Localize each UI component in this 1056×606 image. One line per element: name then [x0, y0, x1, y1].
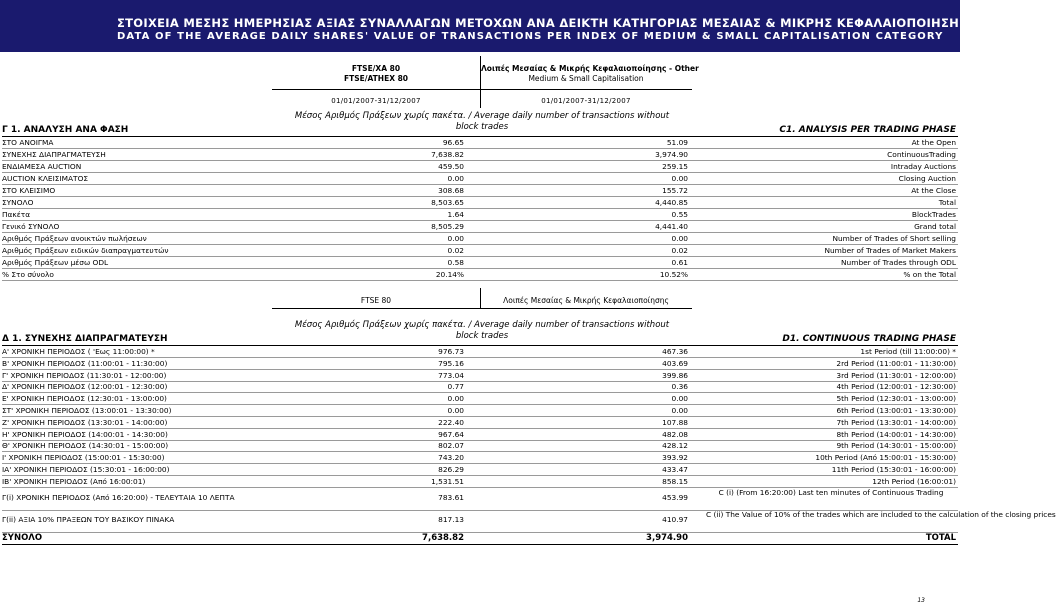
period2-label: 01/01/2007-31/12/2007	[541, 97, 631, 105]
row-label-greek: Δ' ΧΡΟΝΙΚΗ ΠΕΡΙΟΔΟΣ (12:00:01 - 12:30:00)	[2, 382, 168, 392]
row-label-english: At the Close	[911, 186, 956, 195]
row-label-greek: Αριθμός Πράξεων ανοικτών πωλήσεων	[2, 234, 147, 243]
row-label-english: Number of Trades of Market Makers	[824, 246, 956, 255]
row-label-english: 5th Period (12:30:01 - 13:00:00)	[836, 394, 956, 404]
row-label-greek: ΙΒ' ΧΡΟΝΙΚΗ ΠΕΡΙΟΔΟΣ (Από 16:00:01)	[2, 476, 146, 486]
row-value-other: 399.86	[662, 370, 688, 380]
table-row	[2, 221, 958, 233]
row-value-ftse80: 0.00	[447, 394, 464, 404]
table-row	[2, 370, 958, 382]
row-label-english: Intraday Auctions	[890, 162, 956, 171]
row-value-other: 107.88	[662, 417, 688, 427]
table-row	[2, 173, 958, 185]
section2-note	[272, 320, 692, 342]
row-label-greek: Γ(i) ΧΡΟΝΙΚΗ ΠΕΡΙΟΔΟΣ (Από 16:20:00) - ΤΕΛΕΥΤΑΙΑ 10 ΛΕΠΤΑ	[2, 493, 235, 502]
row-label-greek: Β' ΧΡΟΝΙΚΗ ΠΕΡΙΟΔΟΣ (11:00:01 - 11:30:00)	[2, 358, 168, 368]
row-value-other: 393.92	[662, 453, 688, 463]
row-label-greek: Γ(ii) ΑΞΙΑ 10% ΠΡΑΞΕΩΝ ΤΟΥ ΒΑΣΙΚΟΥ ΠΙΝΑΚΑ	[2, 515, 175, 524]
row-value-other: 155.72	[662, 186, 688, 195]
row-label-english: 7th Period (13:30:01 - 14:00:00)	[836, 417, 956, 427]
row-value-other: 4,441.40	[655, 222, 688, 231]
row-label-english: At the Open	[911, 138, 956, 147]
row-label-english: Closing Auction	[898, 174, 956, 183]
note-line1: Μέσος Αριθμός Πράξεων χωρίς πακέτα. / Average daily number of transactions without	[294, 320, 670, 330]
row-label-english: C (i) (From 16:20:00) Last ten minutes of Continuous Trading	[718, 488, 944, 497]
row-label-greek: % Στο σύνολο	[2, 270, 54, 279]
table-row	[2, 209, 958, 221]
row-label-english: C (ii) The Value of 10% of the trades which are included to the calculation of the closing prices	[706, 510, 1056, 519]
row-value-other: 0.55	[671, 210, 688, 219]
row-label-greek: ΣΤΟ ΑΝΟΙΓΜΑ	[2, 138, 54, 147]
row-label-greek: Πακέτα	[2, 210, 31, 219]
row-value-other: 10.52%	[659, 270, 688, 279]
page-number: 13	[917, 597, 925, 604]
row-label-english: Total	[938, 198, 956, 207]
row-value-other: 0.00	[671, 394, 688, 404]
note-line1: Μέσος Αριθμός Πράξεων χωρίς πακέτα. / Average daily number of transactions without	[294, 111, 670, 121]
row-value-ftse80: 96.65	[442, 138, 464, 147]
col2-short-header: Λοιπές Μεσαίας & Μικρής Κεφαλαιοποίησης	[503, 296, 669, 305]
row-value-ftse80: 783.61	[438, 493, 464, 502]
row-value-other: 0.36	[671, 382, 688, 392]
table-row	[2, 464, 958, 476]
row-label-english: Number of Trades of Short selling	[832, 234, 956, 243]
row-value-ftse80: 1,531.51	[431, 476, 464, 486]
table-row	[2, 476, 958, 488]
row-label-english: BlockTrades	[911, 210, 956, 219]
section1-title-english: C1. ANALYSIS PER TRADING PHASE	[779, 125, 956, 135]
col1-header-line1: FTSE/XA 80	[351, 64, 401, 73]
row-label-greek: Ε' ΧΡΟΝΙΚΗ ΠΕΡΙΟΔΟΣ (12:30:01 - 13:00:00)	[2, 394, 167, 404]
row-label-english: 2rd Period (11:00:01 - 11:30:00)	[836, 358, 956, 368]
row-value-other: 410.97	[662, 515, 688, 524]
section1-title-greek: Γ 1. ΑΝΑΛΥΣΗ ΑΝΑ ΦΑΣΗ	[2, 125, 129, 135]
row-value-other: 0.00	[671, 234, 688, 243]
row-value-ftse80: 308.68	[438, 186, 464, 195]
row-value-ftse80: 795.16	[438, 358, 464, 368]
table-row	[2, 233, 958, 245]
note-line2: block trades	[455, 331, 509, 341]
row-value-other: 0.61	[671, 258, 688, 267]
row-value-ftse80: 0.00	[447, 174, 464, 183]
row-value-ftse80: 773.04	[438, 370, 464, 380]
table-row	[2, 137, 958, 149]
table-row	[2, 269, 958, 281]
table-row	[2, 417, 958, 429]
table-row	[2, 405, 958, 417]
row-value-other: 3,974.90	[646, 533, 688, 543]
row-value-other: 453.99	[662, 493, 688, 502]
header-rule-2	[272, 308, 692, 309]
row-label-greek: Η' ΧΡΟΝΙΚΗ ΠΕΡΙΟΔΟΣ (14:00:01 - 14:30:00)	[2, 429, 168, 439]
row-value-ftse80: 8,505.29	[431, 222, 464, 231]
col1-short-header: FTSE 80	[360, 296, 392, 305]
col1-header-line2: FTSE/ATHEX 80	[343, 74, 409, 83]
table-row	[2, 440, 958, 452]
row-label-greek: ΙΑ' ΧΡΟΝΙΚΗ ΠΕΡΙΟΔΟΣ (15:30:01 - 16:00:00)	[2, 465, 170, 474]
row-label-english: Number of Trades through ODL	[841, 258, 956, 267]
row-value-ftse80: 0.58	[447, 258, 464, 267]
row-value-ftse80: 7,638.82	[431, 150, 464, 159]
table-row	[2, 185, 958, 197]
row-label-greek: AUCTION ΚΛΕΙΣΙΜΑΤΟΣ	[2, 174, 89, 183]
table-row	[2, 488, 958, 511]
row-value-other: 428.12	[662, 441, 688, 451]
row-value-other: 482.08	[662, 429, 688, 439]
row-value-ftse80: 967.64	[438, 429, 464, 439]
table-row	[2, 197, 958, 209]
row-value-ftse80: 1.64	[447, 210, 464, 219]
row-value-ftse80: 7,638.82	[422, 533, 464, 543]
row-label-greek: Α' ΧΡΟΝΙΚΗ ΠΕΡΙΟΔΟΣ ( 'Εως 11:00:00) *	[2, 347, 155, 356]
row-label-english: TOTAL	[925, 533, 956, 543]
row-label-english: 11th Period (15:30:01 - 16:00:00)	[831, 465, 956, 474]
table-row	[2, 245, 958, 257]
row-value-ftse80: 0.02	[447, 246, 464, 255]
row-label-greek: ΣΤΟ ΚΛΕΙΣΙΜΟ	[2, 186, 56, 195]
table-row	[2, 257, 958, 269]
row-label-english: 6th Period (13:00:01 - 13:30:00)	[836, 406, 956, 415]
row-label-greek: ΕΝΔΙΑΜΕΣΑ AUCTION	[2, 162, 82, 171]
row-label-greek: Αριθμός Πράξεων μέσω ODL	[2, 258, 109, 267]
row-label-english: 12th Period (16:00:01)	[872, 476, 956, 486]
row-value-other: 0.00	[671, 406, 688, 415]
table-row	[2, 533, 958, 545]
row-label-greek: Ζ' ΧΡΟΝΙΚΗ ΠΕΡΙΟΔΟΣ (13:30:01 - 14:00:00)	[2, 417, 168, 427]
row-label-english: 10th Period (Από 15:00:01 - 15:30:00)	[815, 453, 956, 463]
col2-header-line2: Medium & Small Capitalisation	[528, 74, 644, 83]
row-value-other: 51.09	[666, 138, 688, 147]
table-row	[2, 161, 958, 173]
row-value-ftse80: 976.73	[438, 347, 464, 356]
row-value-other: 433.47	[662, 465, 688, 474]
banner-title-english: DATA OF THE AVERAGE DAILY SHARES' VALUE OF TRANSACTIONS PER INDEX OF MEDIUM & SMALL CAPITALISATION CATEGORY	[117, 31, 944, 42]
row-value-ftse80: 743.20	[438, 453, 464, 463]
row-value-other: 3,974.90	[655, 150, 688, 159]
row-label-english: 3rd Period (11:30:01 - 12:00:00)	[836, 370, 956, 380]
row-label-english: 9th Period (14:30:01 - 15:00:00)	[836, 441, 956, 451]
row-label-greek: Γενικό ΣΥΝΟΛΟ	[2, 222, 60, 231]
row-label-greek: Αριθμός Πράξεων ειδικών διαπραγματευτών	[2, 246, 169, 255]
col2-header-line1: Λοιπές Μεσαίας & Μικρής Κεφαλαιοποίησης - Other	[481, 64, 699, 73]
table-row	[2, 149, 958, 161]
row-label-greek: Ι' ΧΡΟΝΙΚΗ ΠΕΡΙΟΔΟΣ (15:00:01 - 15:30:00)	[2, 453, 165, 463]
row-value-ftse80: 0.77	[447, 382, 464, 392]
table-row	[2, 393, 958, 405]
row-value-other: 403.69	[662, 358, 688, 368]
section1-note	[272, 111, 692, 133]
row-value-ftse80: 459.50	[438, 162, 464, 171]
row-value-other: 858.15	[662, 476, 688, 486]
header-rule	[272, 89, 692, 90]
row-value-ftse80: 802.07	[438, 441, 464, 451]
period1-label: 01/01/2007-31/12/2007	[331, 97, 421, 105]
section2-title-english: D1. CONTINUOUS TRADING PHASE	[782, 334, 956, 344]
page-banner	[0, 0, 968, 52]
table-row	[2, 510, 1056, 533]
row-label-english: Grand total	[914, 222, 956, 231]
row-label-greek: Γ' ΧΡΟΝΙΚΗ ΠΕΡΙΟΔΟΣ (11:30:01 - 12:00:00)	[2, 370, 167, 380]
header-divider-2	[480, 288, 481, 308]
row-value-ftse80: 817.13	[438, 515, 464, 524]
row-label-english: ContinuousTrading	[887, 150, 956, 159]
note-line2: block trades	[455, 122, 509, 132]
row-label-greek: Θ' ΧΡΟΝΙΚΗ ΠΕΡΙΟΔΟΣ (14:30:01 - 15:00:00)	[2, 441, 169, 451]
row-value-ftse80: 826.29	[438, 465, 464, 474]
row-label-greek: ΣΥΝΟΛΟ	[2, 533, 43, 543]
table-row	[2, 346, 958, 358]
banner-title-greek: ΣΤΟΙΧΕΙΑ ΜΕΣΗΣ ΗΜΕΡΗΣΙΑΣ ΑΞΙΑΣ ΣΥΝΑΛΛΑΓΩΝ ΜΕΤΟΧΩΝ ΑΝΑ ΔΕΙΚΤΗ ΚΑΤΗΓΟΡΙΑΣ ΜΕΣΑΙΑΣ & ΜΙΚΡΗΣ ΚΕΦΑΛΑΙΟΠΟΙΗΣΗΣ	[117, 16, 968, 30]
row-label-greek: ΣΤ' ΧΡΟΝΙΚΗ ΠΕΡΙΟΔΟΣ (13:00:01 - 13:30:00)	[2, 406, 172, 415]
row-value-ftse80: 8,503.65	[431, 198, 464, 207]
table-row	[2, 429, 958, 441]
row-label-english: % on the Total	[903, 270, 956, 279]
table-row	[2, 381, 958, 393]
row-label-greek: ΣΥΝΕΧΗΣ ΔΙΑΠΡΑΓΜΑΤΕΥΣΗ	[2, 150, 106, 159]
section2-title-greek: Δ 1. ΣΥΝΕΧΗΣ ΔΙΑΠΡΑΓΜΑΤΕΥΣΗ	[2, 334, 168, 344]
row-value-ftse80: 20.14%	[435, 270, 464, 279]
row-value-other: 467.36	[662, 347, 688, 356]
row-value-other: 4,440.85	[655, 198, 688, 207]
row-value-ftse80: 0.00	[447, 406, 464, 415]
row-label-english: 4th Period (12:00:01 - 12:30:00)	[836, 382, 956, 392]
row-value-other: 0.00	[671, 174, 688, 183]
table-row	[2, 452, 958, 464]
row-label-greek: ΣΥΝΟΛΟ	[2, 198, 34, 207]
table-row	[2, 358, 958, 370]
row-value-ftse80: 0.00	[447, 234, 464, 243]
row-label-english: 1st Period (till 11:00:00) *	[860, 347, 956, 356]
row-value-ftse80: 222.40	[438, 417, 464, 427]
row-value-other: 259.15	[662, 162, 688, 171]
row-value-other: 0.02	[671, 246, 688, 255]
row-label-english: 8th Period (14:00:01 - 14:30:00)	[836, 429, 956, 439]
